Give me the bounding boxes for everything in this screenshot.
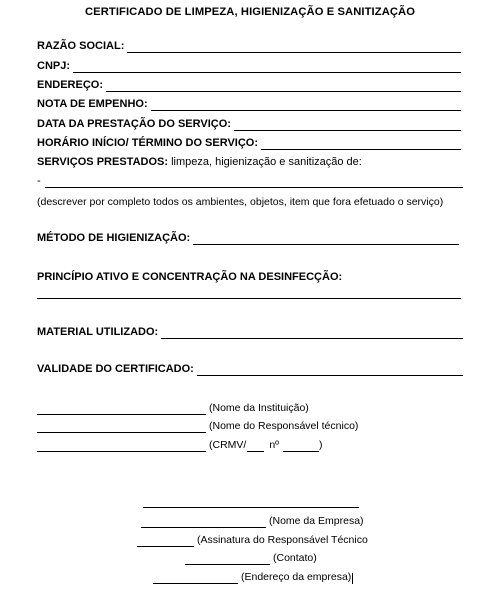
cnpj-line[interactable] (73, 63, 461, 73)
field-nota-empenho[interactable] (37, 98, 461, 111)
horario-label: HORÁRIO INÍCIO/ TÉRMINO DO SERVIÇO: (37, 137, 259, 149)
crmv-no-line[interactable] (283, 442, 319, 452)
sig-assinatura[interactable] (137, 534, 368, 547)
metodo-label: MÉTODO DE HIGIENIZAÇÃO: (37, 232, 191, 244)
field-validade[interactable] (37, 363, 463, 376)
crmv-sign-line[interactable] (37, 442, 206, 452)
servicos-label: SERVIÇOS PRESTADOS: (37, 156, 169, 168)
field-material[interactable] (37, 326, 463, 339)
servicos-dash: - (37, 175, 41, 187)
field-servicos (37, 156, 461, 169)
assinatura-line[interactable] (137, 537, 194, 547)
field-horario[interactable] (37, 137, 461, 150)
data-prestacao-label: DATA DA PRESTAÇÃO DO SERVIÇO: (37, 118, 231, 130)
endereco-line[interactable] (106, 82, 461, 92)
contato-line[interactable] (185, 555, 270, 565)
endereco-label: ENDEREÇO: (37, 79, 104, 91)
cnpj-label: CNPJ: (37, 60, 71, 72)
sig-nome-empresa[interactable] (141, 515, 364, 528)
servicos-text: limpeza, higienização e sanitização de: (168, 156, 362, 168)
field-servicos-line[interactable] (37, 175, 463, 188)
data-prestacao-line[interactable] (234, 121, 461, 131)
horario-line[interactable] (261, 140, 461, 150)
material-label: MATERIAL UTILIZADO: (37, 326, 159, 338)
nome-instituicao-line[interactable] (37, 405, 206, 415)
assinatura-label: (Assinatura do Responsável Técnico (197, 534, 368, 546)
crmv-suffix: ) (319, 439, 323, 451)
sig-nome-responsavel[interactable] (37, 420, 358, 433)
sig-crmv[interactable] (37, 439, 323, 452)
nome-responsavel-label: (Nome do Responsável técnico) (209, 420, 359, 432)
validade-label: VALIDADE DO CERTIFICADO: (37, 363, 194, 375)
principio-label: PRINCÍPIO ATIVO E CONCENTRAÇÃO NA DESINFECÇÃO: (37, 271, 343, 283)
field-cnpj[interactable] (37, 60, 461, 73)
endereco-empresa-line[interactable] (153, 574, 238, 584)
field-data-prestacao[interactable] (37, 118, 461, 131)
metodo-line[interactable] (193, 235, 459, 245)
sig-endereco-empresa[interactable] (153, 571, 353, 584)
crmv-prefix: (CRMV/ (209, 439, 247, 451)
contato-label: (Contato) (273, 552, 317, 564)
company-signature-line[interactable] (143, 507, 359, 508)
field-razao-social[interactable] (37, 40, 461, 53)
razao-social-label: RAZÃO SOCIAL: (37, 40, 125, 52)
field-endereco[interactable] (37, 79, 461, 92)
validade-line[interactable] (197, 366, 463, 376)
razao-social-line[interactable] (127, 43, 461, 53)
nome-empresa-label: (Nome da Empresa) (269, 515, 364, 527)
sig-contato[interactable] (185, 552, 317, 565)
describe-note: (descrever por completo todos os ambientes, objetos, item que fora efetuado o serviço) (37, 196, 444, 208)
nome-responsavel-line[interactable] (37, 423, 206, 433)
material-line[interactable] (161, 329, 463, 339)
servicos-line[interactable] (45, 178, 463, 188)
field-principio (37, 271, 342, 284)
document-title: CERTIFICADO DE LIMPEZA, HIGIENIZAÇÃO E SANITIZAÇÃO (84, 6, 416, 18)
crmv-no-label: nº (269, 439, 280, 451)
sig-nome-instituicao[interactable] (37, 402, 309, 415)
text-cursor (352, 573, 353, 584)
endereco-empresa-label: (Endereço da empresa) (241, 571, 352, 583)
nome-empresa-line[interactable] (141, 518, 266, 528)
crmv-number-line[interactable] (247, 442, 264, 452)
nota-empenho-line[interactable] (151, 101, 461, 111)
nome-instituicao-label: (Nome da Instituição) (209, 402, 309, 414)
nota-empenho-label: NOTA DE EMPENHO: (37, 98, 148, 110)
field-metodo[interactable] (37, 232, 459, 245)
principio-line[interactable] (37, 298, 461, 299)
